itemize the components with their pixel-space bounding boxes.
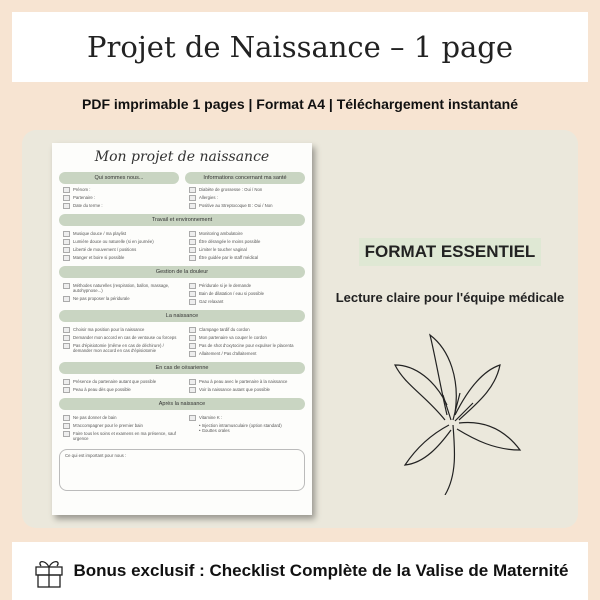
page-title: Projet de Naissance – 1 page [86, 30, 514, 64]
list-item: Bain de dilatation / eau si possible [189, 291, 305, 297]
list-item: Ne pas donner de bain [63, 415, 179, 421]
list-item: Voir la naissance autant que possible [189, 387, 305, 393]
list-item: Être dérangée le moins possible [189, 239, 305, 245]
list-item: Pas d'épisiotomie (même en cas de déchirure) / demander mon accord en cas d'épisiotomie [63, 343, 179, 354]
section-title: La naissance [59, 310, 305, 322]
gift-icon [31, 553, 67, 589]
list-item: Allaitement / Pas d'allaitement [189, 351, 305, 357]
list-item: Partenaire : [63, 195, 179, 201]
list-item: Monitoring ambulatoire [189, 231, 305, 237]
list-item: Péridurale si je le demande [189, 283, 305, 289]
bonus-banner [12, 542, 588, 600]
bullet-text: Injection intramusculaire (option standard) [201, 423, 282, 428]
list-item: Positive au Streptocoque B : Oui / Non [189, 203, 305, 209]
list-item: Peau à peau dès que possible [63, 387, 179, 393]
list-item: Peau à peau avec le partenaire à la naissance [189, 379, 305, 385]
bullet-item: • Injection intramusculaire (option standard) [199, 423, 282, 428]
list-item: Ne pas proposer la péridurale [63, 296, 179, 302]
notes-label: Ce qui est important pour nous : [65, 452, 127, 458]
format-badge: FORMAT ESSENTIEL [359, 238, 542, 266]
list-item: Prénom : [63, 187, 179, 193]
section-title: Gestion de la douleur [59, 266, 305, 278]
bullet-item: • Gouttes orales [199, 428, 230, 433]
list-item: Manger et boire si possible [63, 255, 179, 261]
list-item: Clampage tardif du cordon [189, 327, 305, 333]
subtitle: PDF imprimable 1 pages | Format A4 | Téléchargement instantané [82, 96, 518, 112]
list-item: Liberté de mouvement / positions [63, 247, 179, 253]
list-item: Faire tous les soins et examens en ma présence, sauf urgence [63, 431, 179, 442]
list-item: Pas de shot d'oxytocine pour expulser le placenta [189, 343, 305, 349]
list-item: Limiter le toucher vaginal [189, 247, 305, 253]
list-item: Présence du partenaire autant que possible [63, 379, 179, 385]
section-title: Travail et environnement [59, 214, 305, 226]
list-item: Vitamine K : [189, 415, 305, 421]
list-item: Date du terme : [63, 203, 179, 209]
section-title: Après la naissance [59, 398, 305, 410]
list-item: Lumière douce ou naturelle (si en journée) [63, 239, 179, 245]
title-banner [12, 12, 588, 82]
badge-area [340, 238, 560, 266]
list-item: Méthodes naturelles (respiration, ballon, massage, autohypnose...) [63, 283, 179, 294]
tagline: Lecture claire pour l'équipe médicale [335, 290, 565, 305]
document-preview [52, 143, 312, 515]
bonus-text: Bonus exclusif : Checklist Complète de la Valise de Maternité [73, 561, 569, 580]
lily-illustration-icon [385, 325, 525, 495]
list-item: Être guidée par le staff médical [189, 255, 305, 261]
list-item: Demander mon accord en cas de ventouse ou forceps [63, 335, 179, 341]
notes-box [59, 449, 305, 491]
list-item: Diabète de grossesse : Oui / Non [189, 187, 305, 193]
list-item: Gaz relaxant [189, 299, 305, 305]
list-item: M'accompagner pour le premier bain [63, 423, 179, 429]
list-item: Choisir ma position pour la naissance [63, 327, 179, 333]
list-item: Allergies : [189, 195, 305, 201]
doc-heading: Mon projet de naissance [94, 149, 270, 165]
section-title: Qui sommes nous... [59, 172, 179, 184]
bullet-text: Gouttes orales [201, 428, 230, 433]
list-item: Musique douce / ma playlist [63, 231, 179, 237]
section-title: En cas de césarienne [59, 362, 305, 374]
section-title: Informations concernant ma santé [185, 172, 305, 184]
list-item: Mon partenaire va couper le cordon [189, 335, 305, 341]
